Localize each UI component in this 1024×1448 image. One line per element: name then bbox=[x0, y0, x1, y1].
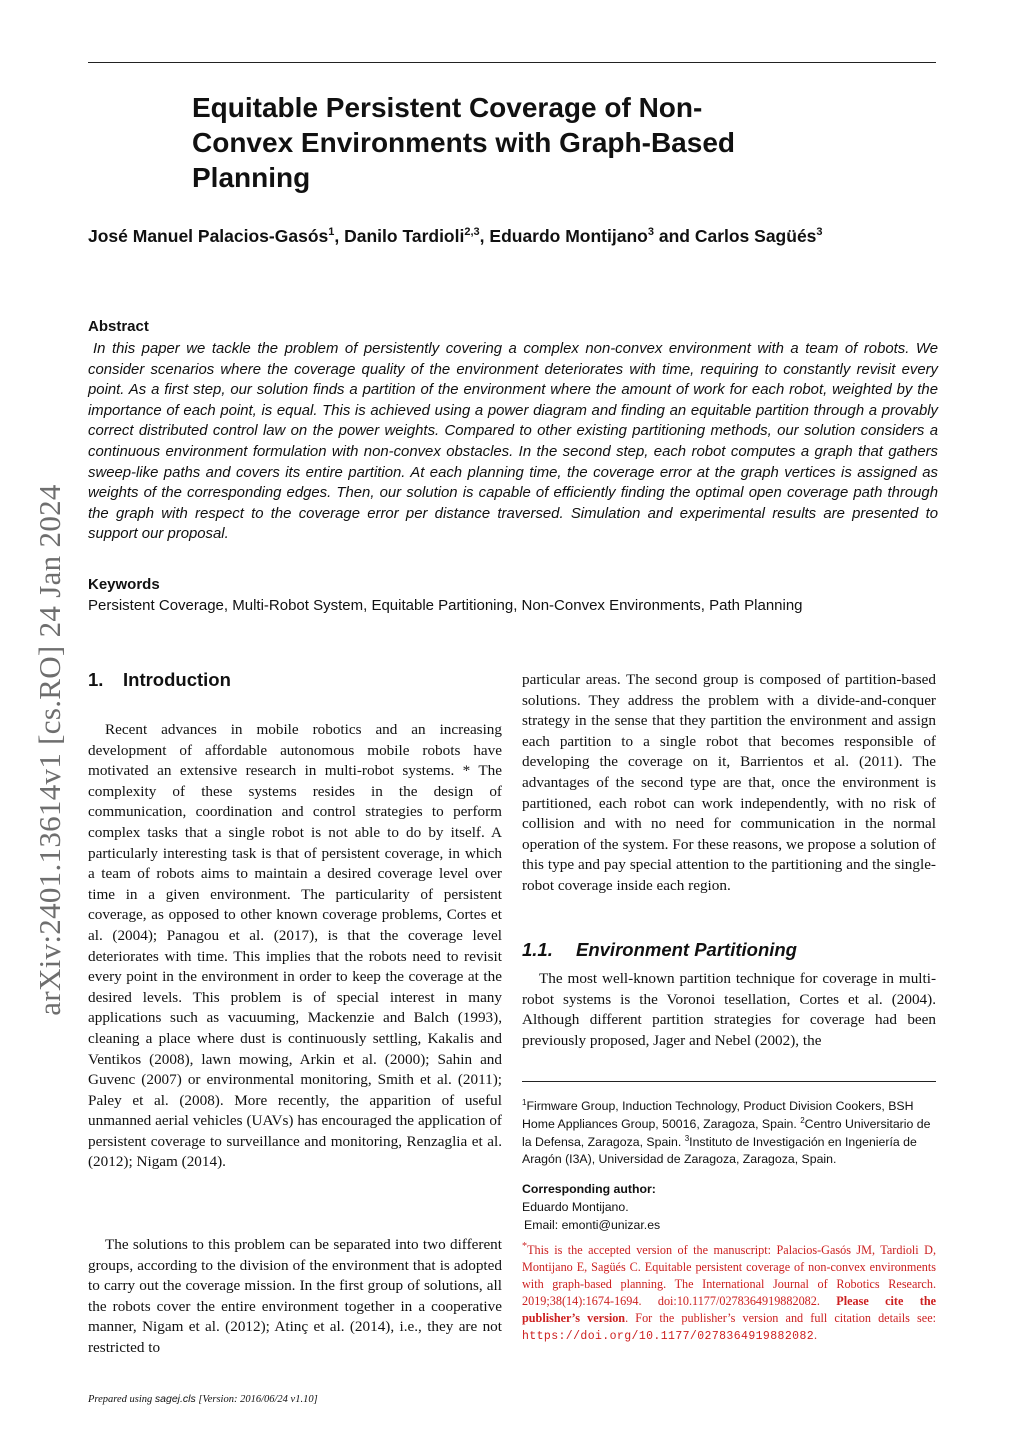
section-number: 1. bbox=[88, 669, 104, 690]
abstract-heading: Abstract bbox=[88, 318, 149, 335]
author-separator: , bbox=[479, 226, 490, 246]
author-affiliation-mark: 3 bbox=[647, 226, 654, 239]
keywords-body: Persistent Coverage, Multi-Robot System, Equitable Partitioning, Non-Convex Environments, Path Planning bbox=[88, 597, 803, 614]
affiliations-footnote bbox=[522, 1098, 936, 1169]
affiliation-text: Instituto de Investigación en Ingeniería de Aragón (I3A), Universidad de Zaragoza, Zaragoza, Spain. bbox=[522, 1134, 917, 1167]
partitioning-paragraph-1: The most well-known partition technique for coverage in multi-robot systems is the Voronoi tesellation, Cortes et al. (2004). Although different partition strategies for coverage had been previously proposed, Jager and Nebel (2002), the bbox=[522, 970, 936, 1049]
author-name: Danilo Tardioli bbox=[344, 226, 465, 246]
section-title: Introduction bbox=[123, 669, 231, 690]
affiliation-mark: 2 bbox=[800, 1115, 805, 1125]
affiliation-text: Centro Universitario de la Defensa, Zaragoza, Spain. bbox=[522, 1116, 931, 1149]
footnote-rule bbox=[522, 1081, 936, 1082]
corresponding-author-heading: Corresponding author: bbox=[522, 1182, 656, 1196]
author-name: Carlos Sagüés bbox=[694, 226, 817, 246]
top-rule bbox=[88, 62, 936, 63]
author-separator: , bbox=[334, 226, 345, 246]
author-separator: and bbox=[653, 226, 695, 246]
abstract-body: In this paper we tackle the problem of persistently covering a complex non-convex environment with a team of robots. We consider scenarios where the coverage quality of the environment deteriorates with time, requiring to constantly revisit every point. As a first step, our solution finds a partition of the environment where the amount of work for each robot, weighted by the importance of each point, is equal. This is achieved using a power diagram and finding an equitable partition through a provably correct distributed control law on the power weights. Compared to other existing partitioning methods, our solution considers a continuous environment formulation with non-convex obstacles. In the second step, each robot computes a graph that gathers sweep-like paths and covers its entire partition. At each planning time, the coverage error at the graph vertices is assigned as weights of the corresponding edges. Then, our solution is capable of efficiently finding the optimal open coverage path through the graph with respect to the coverage error per distance traversed. Simulation and experimental results are presented to support our proposal. bbox=[88, 341, 938, 543]
footer-prefix: Prepared using bbox=[88, 1394, 155, 1405]
author-affiliation-mark: 1 bbox=[328, 226, 335, 239]
author-affiliation-mark: 2,3 bbox=[464, 226, 480, 239]
paper-title: Equitable Persistent Coverage of Non-Convex Environments with Graph-Based Planning bbox=[192, 92, 735, 193]
affiliation-mark: 3 bbox=[684, 1133, 690, 1143]
note-emphasis: Please cite the publisher’s version bbox=[522, 1294, 937, 1326]
intro-paragraph-1: Recent advances in mobile robotics and an increasing development of affordable autonomous mobile robots have motivated an extensive research in multi-robot systems. * The complexity of these systems resides in the design of communication, coordination and control strategies to perform complex tasks that a single robot is not able to do by itself. A particularly interesting task is that of persistent coverage, in which a team of robots aims to maintain a desired coverage level over time in a given environment. The particularity of persistent coverage, as opposed to other known coverage problems, Cortes et al. (2004); Panagou et al. (2017), is that the coverage level deteriorates with time. This implies that the robots need to revisit every point in the environment in order to keep the coverage at the desired levels. This problem is of special interest in many applications such as vacuuming, Mackenzie and Balch (1993), cleaning a place where dust is continuously settling, Kakalis and Ventikos (2008), lawn mowing, Arkin et al. (2000); Sahin and Guvenc (2007) or environmental monitoring, Smith et al. (2011); Paley et al. (2008). More recently, the apparition of useful unmanned aerial vehicles (UAVs) has encouraged the application of persistent coverage to surveillance and monitoring, Renzaglia et al. (2012); Nigam (2014). bbox=[88, 721, 502, 1171]
footnote-star: * bbox=[522, 1241, 528, 1252]
affiliation-text: Firmware Group, Induction Technology, Product Division Cookers, BSH Home Appliances Group, 50016, Zaragoza, Spain. bbox=[522, 1099, 914, 1131]
corresponding-author-name: Eduardo Montijano. bbox=[522, 1200, 629, 1214]
subsection-number: 1.1. bbox=[522, 939, 553, 960]
note-end: . bbox=[814, 1328, 818, 1343]
accepted-version-note bbox=[522, 1238, 936, 1345]
section-heading-introduction bbox=[88, 669, 231, 691]
footer-cls: sagej.cls bbox=[154, 1393, 196, 1405]
page-footer bbox=[88, 1393, 318, 1405]
intro-paragraph-2: The solutions to this problem can be separated into two different groups, according to the division of the environment that is adopted to carry out the coverage mission. In the first group of solutions, all the robots cover the entire environment together in a cooperative manner, Nigam et al. (2012); Atinç et al. (2014), i.e., they are not restricted to bbox=[88, 1236, 502, 1356]
affiliation-mark: 1 bbox=[522, 1097, 527, 1107]
author-name: Eduardo Montijano bbox=[489, 226, 648, 246]
author-name: José Manuel Palacios-Gasós bbox=[88, 226, 329, 246]
intro-paragraph-3: particular areas. The second group is composed of partition-based solutions. They address the problem with a divide-and-conquer strategy in the sense that they partition the environment and assign each partition to a single robot that becomes responsible of developing the coverage on it, Barrientos et al. (2011). The advantages of the second type are that, once the environment is partitioned, each robot can work independently, with no risk of collision and with no need for communication in the normal operation of the system. For these reasons, we propose a solution of this type and pay special attention to the partitioning and the single-robot coverage inside each region. bbox=[522, 671, 936, 894]
keywords-heading: Keywords bbox=[88, 576, 160, 593]
footer-version: [Version: 2016/06/24 v1.10] bbox=[195, 1394, 318, 1405]
note-text: This is the accepted version of the manuscript: Palacios-Gasós JM, Tardioli D, Montijano E, Sagüés C. Equitable persistent coverage of non-convex environments with graph-based planning. The International Journal of Robotics Research. 2019;38(14):1674-1694. doi:10.1177/0278364919882082. bbox=[522, 1243, 936, 1309]
author-affiliation-mark: 3 bbox=[816, 226, 823, 239]
author-list bbox=[88, 226, 948, 247]
arxiv-stamp: arXiv:2401.13614v1 [cs.RO] 24 Jan 2024 bbox=[32, 484, 67, 1016]
doi-link[interactable]: https://doi.org/10.1177/0278364919882082 bbox=[522, 1330, 815, 1344]
note-text-continued: . For the publisher’s version and full citation details see: bbox=[625, 1311, 936, 1326]
corresponding-author-email: Email: emonti@unizar.es bbox=[524, 1218, 661, 1232]
subsection-heading-environment-partitioning bbox=[522, 939, 797, 961]
subsection-title: Environment Partitioning bbox=[576, 939, 797, 960]
